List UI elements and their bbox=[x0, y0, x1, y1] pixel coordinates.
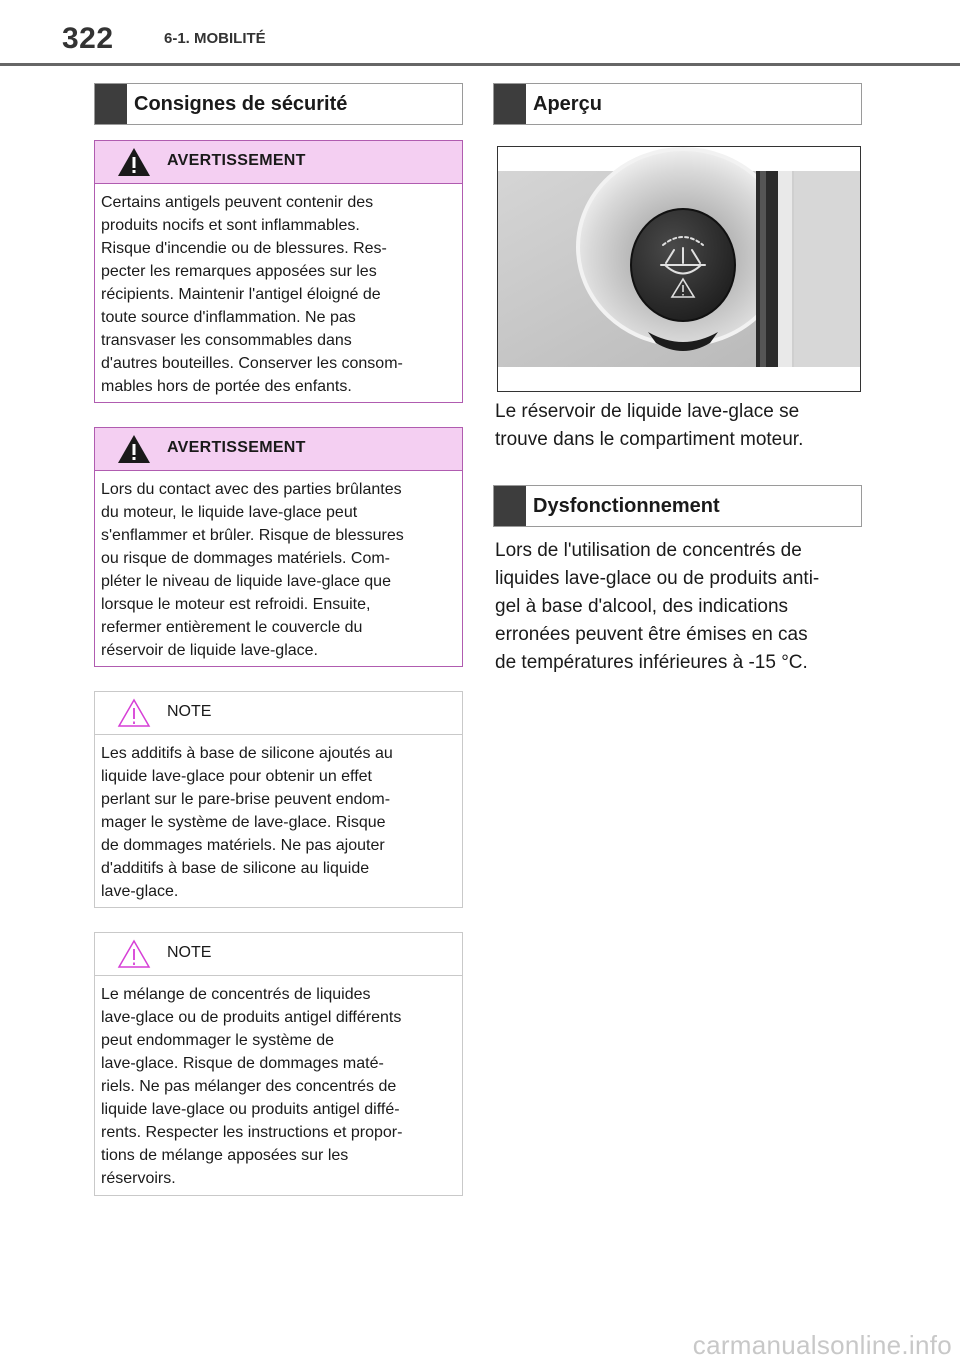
text-line: liquide lave-glace pour obtenir un effet bbox=[101, 768, 372, 785]
section-label: 6-1. MOBILITÉ bbox=[164, 30, 266, 47]
heading-bar bbox=[494, 486, 526, 526]
note-header bbox=[95, 692, 462, 735]
text-line: du moteur, le liquide lave-glace peut bbox=[101, 504, 358, 521]
text-line: d'additifs à base de silicone au liquide bbox=[101, 860, 370, 877]
warning-body bbox=[95, 184, 462, 406]
text-line: réservoirs. bbox=[101, 1170, 176, 1187]
page-number: 322 bbox=[62, 22, 114, 55]
overview-paragraph bbox=[495, 398, 865, 454]
warning-box-hot-engine bbox=[94, 427, 463, 667]
heading-safety bbox=[94, 83, 463, 125]
text-line: lave-glace. Risque de dommages maté- bbox=[101, 1055, 384, 1072]
text-line: mager le système de lave-glace. Risque bbox=[101, 814, 386, 831]
text-line: de dommages matériels. Ne pas ajouter bbox=[101, 837, 385, 854]
text-line: lave-glace. bbox=[101, 883, 179, 900]
text-line: produits nocifs et sont inflammables. bbox=[101, 217, 360, 234]
heading-overview-text: Aperçu bbox=[533, 92, 602, 115]
text-line: rents. Respecter les instructions et propor- bbox=[101, 1124, 403, 1141]
warning-title: AVERTISSEMENT bbox=[167, 439, 306, 456]
malfunction-paragraph bbox=[495, 537, 865, 677]
text-line: liquides lave-glace ou de produits anti- bbox=[495, 568, 820, 589]
text-line: trouve dans le compartiment moteur. bbox=[495, 429, 804, 450]
text-line: ou risque de dommages matériels. Com- bbox=[101, 550, 391, 567]
text-line: mables hors de portée des enfants. bbox=[101, 378, 352, 395]
warning-body bbox=[95, 471, 462, 670]
text-line: d'autres bouteilles. Conserver les consom- bbox=[101, 355, 403, 372]
reservoir-photo bbox=[497, 146, 861, 392]
heading-safety-text: Consignes de sécurité bbox=[134, 92, 348, 115]
text-line: peut endommager le système de bbox=[101, 1032, 335, 1049]
text-line: tions de mélange apposées sur les bbox=[101, 1147, 349, 1164]
text-line: Le réservoir de liquide lave-glace se bbox=[495, 401, 800, 422]
note-box-mixing bbox=[94, 932, 463, 1196]
text-line: réservoir de liquide lave-glace. bbox=[101, 642, 318, 659]
heading-malfunction-text: Dysfonctionnement bbox=[533, 494, 720, 517]
text-line: liquide lave-glace ou produits antigel diffé- bbox=[101, 1101, 400, 1118]
text-line: gel à base d'alcool, des indications bbox=[495, 596, 789, 617]
warning-triangle-icon bbox=[117, 147, 151, 177]
text-line: pecter les remarques apposées sur les bbox=[101, 263, 377, 280]
note-title: NOTE bbox=[167, 703, 212, 720]
text-line: s'enflammer et brûler. Risque de blessures bbox=[101, 527, 404, 544]
text-line: transvaser les consommables dans bbox=[101, 332, 352, 349]
note-title: NOTE bbox=[167, 944, 212, 961]
caution-outline-triangle-icon bbox=[117, 698, 151, 728]
warning-header bbox=[95, 141, 462, 184]
heading-overview bbox=[493, 83, 862, 125]
text-line: perlant sur le pare-brise peuvent endom- bbox=[101, 791, 391, 808]
text-line: erronées peuvent être émises en cas bbox=[495, 624, 808, 645]
text-line: Le mélange de concentrés de liquides bbox=[101, 986, 371, 1003]
warning-box-antifreeze bbox=[94, 140, 463, 403]
text-line: lorsque le moteur est refroidi. Ensuite, bbox=[101, 596, 371, 613]
text-line: Lors du contact avec des parties brûlantes bbox=[101, 481, 402, 498]
text-line: lave-glace ou de produits antigel différents bbox=[101, 1009, 402, 1026]
text-line: Lors de l'utilisation de concentrés de bbox=[495, 540, 802, 561]
text-line: pléter le niveau de liquide lave-glace que bbox=[101, 573, 391, 590]
text-line: Risque d'incendie ou de blessures. Res- bbox=[101, 240, 387, 257]
heading-malfunction bbox=[493, 485, 862, 527]
text-line: Les additifs à base de silicone ajoutés au bbox=[101, 745, 393, 762]
text-line: Certains antigels peuvent contenir des bbox=[101, 194, 374, 211]
warning-title: AVERTISSEMENT bbox=[167, 152, 306, 169]
warning-triangle-icon bbox=[117, 434, 151, 464]
text-line: de températures inférieures à -15 °C. bbox=[495, 652, 808, 673]
warning-header bbox=[95, 428, 462, 471]
heading-bar bbox=[494, 84, 526, 124]
text-line: toute source d'inflammation. Ne pas bbox=[101, 309, 356, 326]
note-body bbox=[95, 976, 462, 1198]
text-line: récipients. Maintenir l'antigel éloigné de bbox=[101, 286, 381, 303]
caution-outline-triangle-icon bbox=[117, 939, 151, 969]
text-line: riels. Ne pas mélanger des concentrés de bbox=[101, 1078, 397, 1095]
washer-reservoir-illustration bbox=[498, 147, 860, 391]
page-header bbox=[0, 0, 960, 66]
note-body bbox=[95, 735, 462, 911]
note-box-silicone bbox=[94, 691, 463, 908]
text-line: refermer entièrement le couvercle du bbox=[101, 619, 363, 636]
note-header bbox=[95, 933, 462, 976]
watermark: carmanualsonline.info bbox=[692, 1330, 952, 1360]
header-rule bbox=[0, 63, 960, 66]
heading-bar bbox=[95, 84, 127, 124]
